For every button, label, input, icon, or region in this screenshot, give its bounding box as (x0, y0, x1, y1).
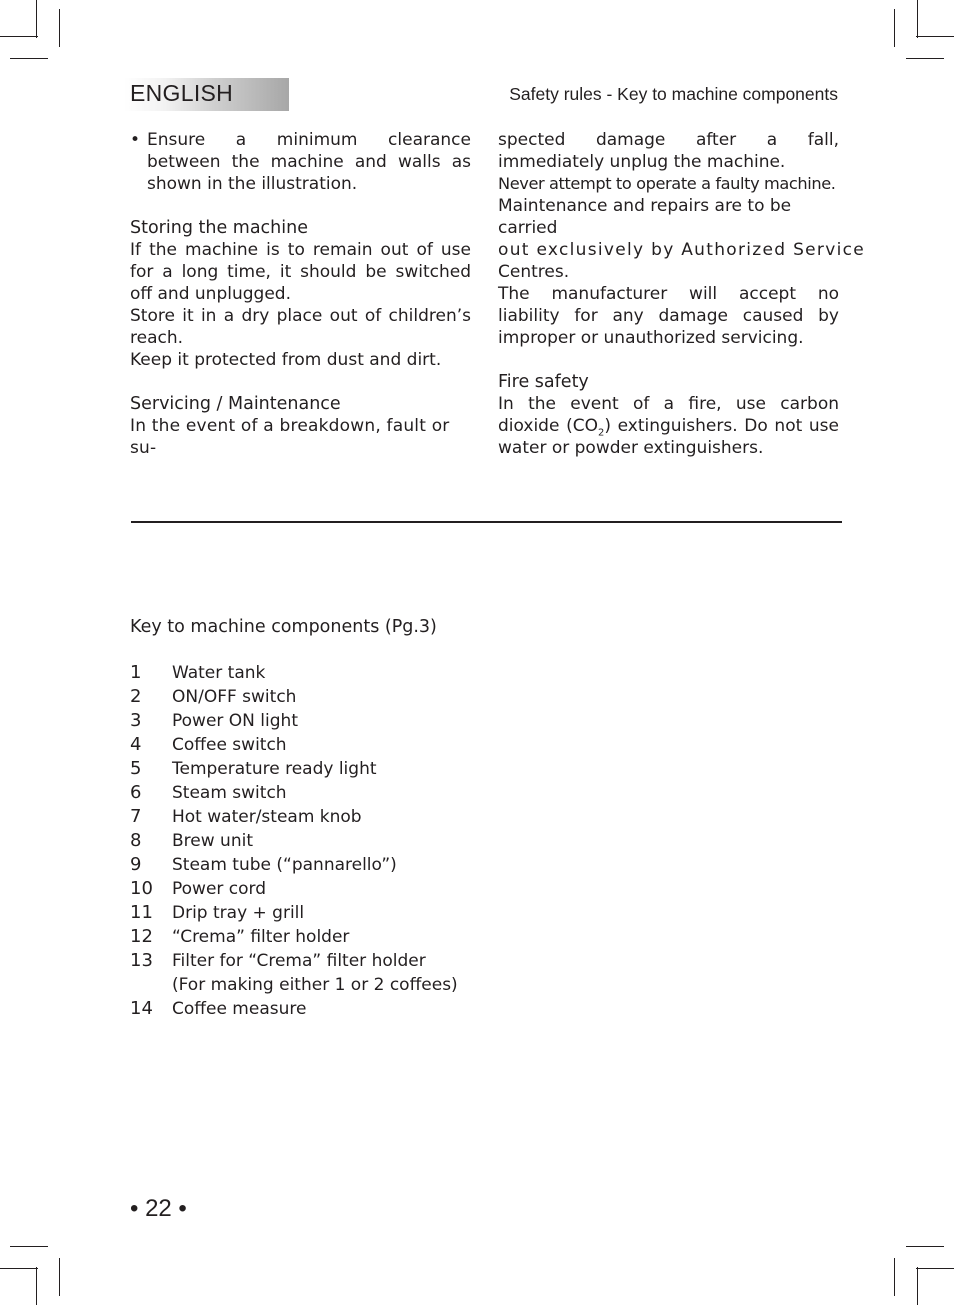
faulty-machine-warning: Never attempt to operate a faulty machine. (498, 174, 836, 193)
list-item (130, 829, 458, 853)
item-number: 5 (130, 758, 142, 779)
item-number: 1 (130, 662, 142, 683)
key-title: Key to machine components (Pg.3) (130, 617, 437, 637)
crop-mark (916, 1268, 954, 1269)
key-section (130, 615, 458, 1021)
item-label: Hot water/steam knob (172, 807, 362, 827)
item-label: Coffee measure (172, 999, 307, 1019)
item-label: Temperature ready light (172, 759, 377, 779)
clearance-text: Ensure a minimum clearance between the machine and walls as shown in the illustration. (147, 130, 471, 194)
item-label: Power ON light (172, 711, 298, 731)
right-column (498, 129, 866, 459)
item-number: 11 (130, 902, 153, 923)
co2-subscript: 2 (597, 427, 605, 439)
item-label: Water tank (172, 663, 266, 683)
page-title: Safety rules - Key to machine components (509, 84, 838, 104)
list-item (130, 925, 458, 949)
section-divider (131, 521, 842, 523)
bullet-dot: • (130, 130, 141, 150)
list-item (130, 997, 458, 1021)
crop-mark (916, 36, 954, 37)
clearance-bullet (130, 129, 471, 195)
list-item (130, 853, 458, 877)
storing-paragraph-3: Keep it protected from dust and dirt. (130, 350, 442, 370)
item-number: 13 (130, 950, 153, 971)
left-column (130, 129, 471, 459)
crop-mark (906, 58, 944, 59)
item-number: 14 (130, 998, 153, 1019)
key-list (130, 661, 458, 1021)
list-item (130, 685, 458, 709)
crop-mark (10, 1246, 48, 1247)
list-item (130, 709, 458, 733)
fire-text-after: ) extinguishers. Do not use water or powder extinguishers. (498, 416, 840, 458)
crop-mark (906, 1246, 944, 1247)
list-item (130, 781, 458, 805)
crop-mark (59, 1258, 60, 1296)
list-item (130, 805, 458, 829)
crop-mark (0, 36, 38, 37)
list-item (130, 901, 458, 925)
language-label: ENGLISH (130, 80, 234, 106)
item-number: 9 (130, 854, 142, 875)
item-label: Drip tray + grill (172, 903, 305, 923)
repairs-line-3: Centres. (498, 262, 570, 282)
item-label (172, 949, 458, 997)
crop-mark (917, 1267, 918, 1305)
page-number: • 22 • (130, 1195, 187, 1222)
item-label: Brew unit (172, 831, 253, 851)
item-label-line-2: (For making either 1 or 2 coffees) (172, 975, 458, 995)
crop-mark (36, 1267, 37, 1305)
storing-paragraph-2: Store it in a dry place out of children’s reach. (130, 306, 471, 348)
item-number: 3 (130, 710, 142, 731)
language-banner (124, 78, 289, 111)
item-number: 6 (130, 782, 142, 803)
crop-mark (894, 9, 895, 47)
item-label: Steam tube (“pannarello”) (172, 855, 397, 875)
list-item (130, 877, 458, 901)
servicing-heading: Servicing / Maintenance (130, 394, 341, 414)
list-item (130, 661, 458, 685)
list-item (130, 949, 458, 997)
item-label-line-1: Filter for “Crema” filter holder (172, 951, 426, 971)
item-label: Coffee switch (172, 735, 287, 755)
item-number: 4 (130, 734, 142, 755)
crop-mark (10, 58, 48, 59)
repairs-line-2: out exclusively by Authorized Service (498, 240, 866, 260)
crop-mark (894, 1258, 895, 1296)
item-number: 7 (130, 806, 142, 827)
storing-heading: Storing the machine (130, 218, 308, 238)
list-item (130, 733, 458, 757)
item-number: 10 (130, 878, 153, 899)
crop-mark (59, 9, 60, 47)
list-item (130, 757, 458, 781)
item-label: Steam switch (172, 783, 287, 803)
servicing-paragraph-end: spected damage after a fall, immediately unplug the machine. (498, 130, 839, 172)
item-label: ON/OFF switch (172, 687, 297, 707)
fire-safety-paragraph (498, 393, 839, 459)
crop-mark (0, 1268, 38, 1269)
item-number: 12 (130, 926, 153, 947)
liability-paragraph: The manufacturer will accept no liability for any damage caused by improper or unauthorized servicing. (498, 284, 839, 348)
storing-paragraph-1: If the machine is to remain out of use for a long time, it should be switched off and unplugged. (130, 240, 471, 304)
repairs-line-1: Maintenance and repairs are to be carried (498, 196, 792, 238)
item-label: “Crema” filter holder (172, 927, 350, 947)
crop-mark (917, 0, 918, 38)
item-number: 8 (130, 830, 142, 851)
fire-text-before: In the event of a fire, use carbon dioxide (CO (498, 394, 839, 436)
item-number: 2 (130, 686, 142, 707)
crop-mark (36, 0, 37, 38)
fire-safety-heading: Fire safety (498, 372, 589, 392)
item-label: Power cord (172, 879, 267, 899)
servicing-paragraph-start: In the event of a breakdown, fault or su- (130, 416, 450, 458)
